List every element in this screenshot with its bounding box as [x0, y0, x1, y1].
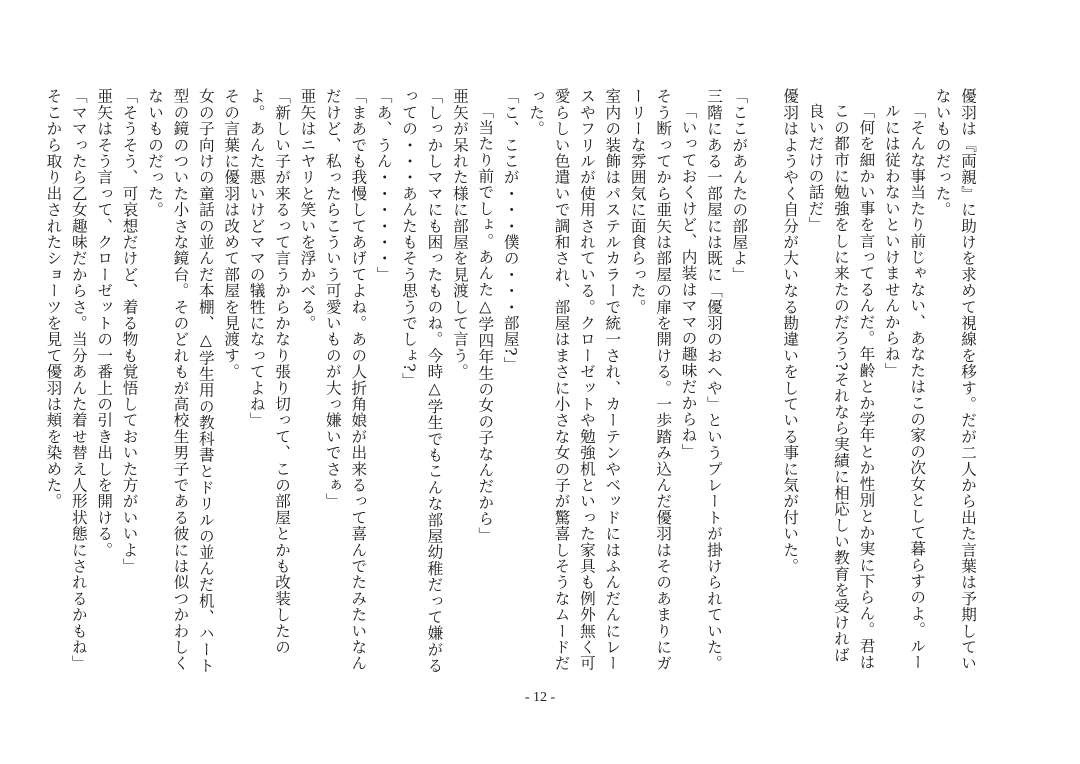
paragraph: 「そうそう、可哀想だけど、着る物も覚悟しておいた方がいいよ」 [120, 88, 139, 574]
paragraph: 優羽は『両親』に助けを求めて視線を移す。だが二人から出た言葉は予期していないものだった。 [933, 88, 977, 672]
paragraph: 「まあでも我慢してあげてよね。あの人折角娘が出来るって喜んでたみたいなんだけど、私ったらこういう可愛いものが大っ嫌いでさぁ」 [323, 88, 368, 672]
paragraph: 「しっかしママにも困ったものね。今時△学生でもこんな部屋幼稚だって嫌がるっての・・・あんたもそう思うでしょ?」 [400, 88, 444, 674]
body-text [44, 88, 980, 678]
paragraph: 女の子向けの童話の並んだ本棚、△学生用の教科書とドリルの並んだ机、ハート型の鏡のついた小さな鏡台。そのどれもが高校生男子である彼には似つかわしくないものだった。 [146, 88, 215, 674]
paragraph: 「当たり前でしょ。あんた△学四年生の女の子なんだから」 [476, 103, 495, 543]
paragraph: 「ママったら乙女趣味だからさ。当分あんた着せ替え人形状態にされるかもね」 [69, 88, 88, 672]
paragraph: 「何を細かい事を言ってるんだ。年齢とか学年とか性別とか実に下らん。君はこの都市に勉強をしに来たのだろう?それなら実績に相応しい教育を受ければ良いだけの話だ」 [806, 103, 876, 670]
paragraph: 「そんな事当たり前じゃない、あなたはこの家の次女として暮らすのよ。ルールには従わないといけませんからね」 [882, 103, 927, 670]
paragraph: 「ここがあんたの部屋よ」 [730, 88, 749, 283]
paragraph: 亜矢が呆れた様に部屋を見渡して言う。 [450, 88, 469, 380]
paragraph: 「あ、うん・・・・・・」 [374, 88, 393, 283]
paragraph: 三階にある一部屋には既に「優羽のおへや」というプレートが掛けられていた。 [704, 88, 723, 672]
paragraph: そこから取り出されたショーツを見て優羽は頬を染めた。 [44, 88, 63, 510]
paragraph: 「こ、ここが・・・僕の・・・部屋?」 [501, 88, 520, 373]
paragraph: 優羽はようやく自分が大いなる勘違いをしている事に気が付いた。 [781, 88, 800, 574]
page-number: - 12 - [524, 690, 556, 705]
paragraph: 亜矢はニヤリと笑いを浮かべる。 [298, 88, 317, 331]
paragraph: 室内の装飾はパステルカラーで統一され、カーテンやベッドにはふんだんにレースやフリルが使用されている。クローゼットや勉強机といった家具も例外無く可愛らしい色遣いで調和され、部屋はまさに小さな女の子が驚喜しそうなムードだった。 [527, 88, 622, 672]
paragraph: 亜矢はそう言って、クローゼットの一番上の引き出しを開ける。 [95, 88, 114, 558]
paragraph: そう断ってから亜矢は部屋の扉を開ける。一歩踏み込んだ優羽はそのあまりにガーリーな雰囲気に面食らった。 [628, 88, 673, 672]
paragraph: 「いっておくけど、内装はママの趣味だからね」 [679, 103, 698, 460]
paragraph: 「新しい子が来るって言うからかなり張り切って、この部屋とかも改装したのよ。あんた悪いけどママの犠牲になってよね」 [247, 88, 292, 655]
paragraph: その言葉に優羽は改めて部屋を見渡す。 [222, 88, 241, 380]
